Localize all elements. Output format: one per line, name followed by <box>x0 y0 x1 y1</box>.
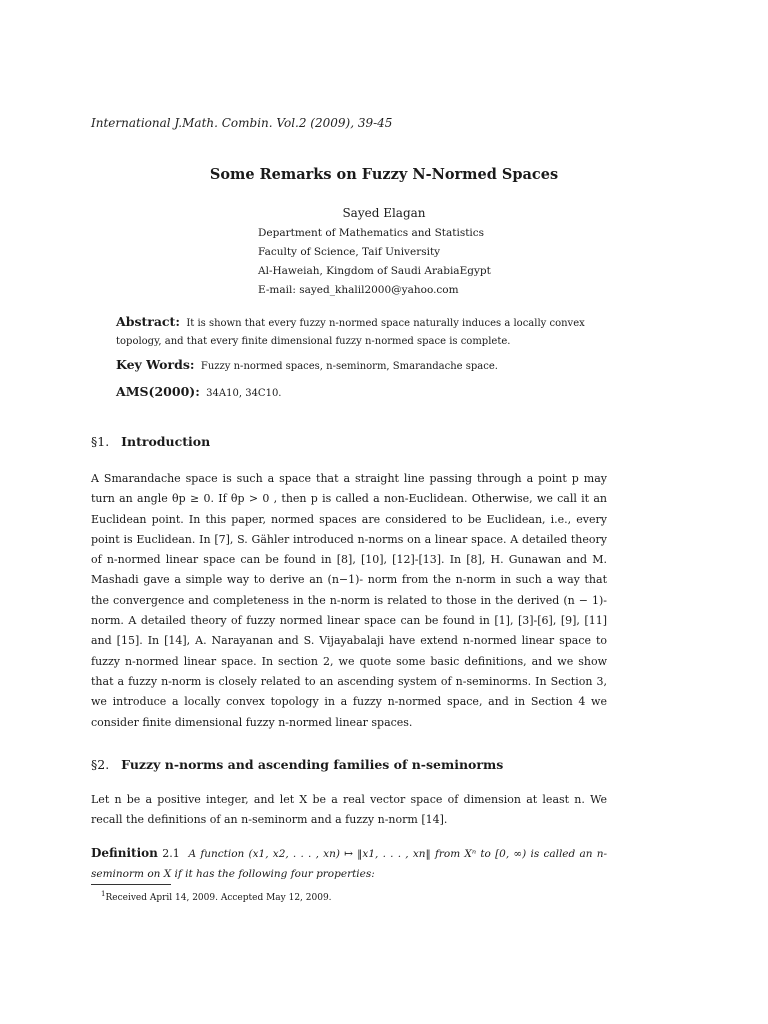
ams-classification: AMS(2000): 34A10, 34C10. <box>116 384 282 399</box>
ams-codes: 34A10, 34C10. <box>206 388 282 399</box>
footnote-text: Received April 14, 2009. Accepted May 12, 2009. <box>105 893 332 903</box>
paper-title: Some Remarks on Fuzzy N-Normed Spaces <box>209 166 559 183</box>
paragraph-text: Let n be a positive integer, and let X be a real vector space of dimension at least n. We recall the definitions of an n-seminorm and a fuzzy n-norm [14]. <box>91 793 607 827</box>
ams-label: AMS(2000) <box>116 384 196 399</box>
paragraph-text: A Smarandache space is such a space that a straight line passing through a point p may turn an angle θp ≥ 0. If θp > 0 , then p is called a non-Euclidean. Otherwise, we call it an Euclidean point. In this paper, normed spaces are considered to be Euclidean, i.e., every point is Euclidean. In [7], S. Gähler introduced n-norms on a linear space. A detailed theory of n-normed linear space can be found in [8], [10], [12]-[13]. In [8], H. Gunawan and M. Mashadi gave a simple way to derive an (n−1)- norm from the n-norm in such a way that the convergence and completeness in the n-norm is related to those in the derived (n − 1)-norm. A detailed theory of fuzzy normed linear space can be found in [1], [3]-[6], [9], [11] and [15]. In [14], A. Narayanan and S. Vijayabalaji have extend n-normed linear space to fuzzy n-normed linear space. In section 2, we quote some basic definitions, and we show that a fuzzy n-norm is closely related to an ascending system of n-seminorms. In Section 3, we introduce a locally convex topology in a fuzzy n-normed space, and in Section 4 we consider finite dimensional fuzzy n-normed linear spaces. <box>91 472 607 729</box>
footnote-rule <box>91 884 171 885</box>
author-name: Sayed Elagan <box>342 206 426 220</box>
abstract-text: It is shown that every fuzzy n-normed space naturally induces a locally convex topology, and that every finite dimensional fuzzy n-normed space is complete. <box>116 318 585 347</box>
section-heading-fuzzy-n-norms <box>91 757 503 772</box>
journal-header: International J.Math. Combin. Vol.2 (2009), 39-45 <box>91 116 393 130</box>
definition-2-1 <box>91 843 607 884</box>
footnote <box>101 890 332 903</box>
definition-number: 2.1 <box>162 847 180 860</box>
definition-label: Definition <box>91 846 158 860</box>
section-title: Fuzzy n-norms and ascending families of n-seminorms <box>121 757 504 772</box>
affiliation-faculty: Faculty of Science, Taif University <box>258 246 441 258</box>
abstract-label: Abstract <box>116 314 176 329</box>
footnote-marker: 1 <box>101 890 106 898</box>
introduction-paragraph <box>91 469 607 733</box>
section-title: Introduction <box>121 434 211 449</box>
affiliation-location: Al-Haweiah, Kingdom of Saudi ArabiaEgypt <box>258 265 491 277</box>
keywords: Key Words: Fuzzy n-normed spaces, n-seminorm, Smarandache space. <box>116 357 498 372</box>
section-heading-introduction <box>91 434 210 449</box>
section-number: §2. <box>91 757 110 772</box>
author-email: E-mail: sayed_khalil2000@yahoo.com <box>258 284 459 296</box>
affiliation-department: Department of Mathematics and Statistics <box>258 227 485 239</box>
abstract: Abstract: It is shown that every fuzzy n-normed space naturally induces a locally convex topology, and that every finite dimensional fuzzy n-normed space is complete. <box>116 314 585 347</box>
keywords-label: Key Words <box>116 357 190 372</box>
section2-paragraph <box>91 790 607 831</box>
definition-text: A function (x1, x2, . . . , xn) ↦ ‖x1, . . . , xn‖ from Xⁿ to [0, ∞) is called an n-seminorm on X if it has the following four properties: <box>91 848 608 880</box>
section-number: §1. <box>91 434 110 449</box>
keywords-text: Fuzzy n-normed spaces, n-seminorm, Smarandache space. <box>200 361 498 372</box>
